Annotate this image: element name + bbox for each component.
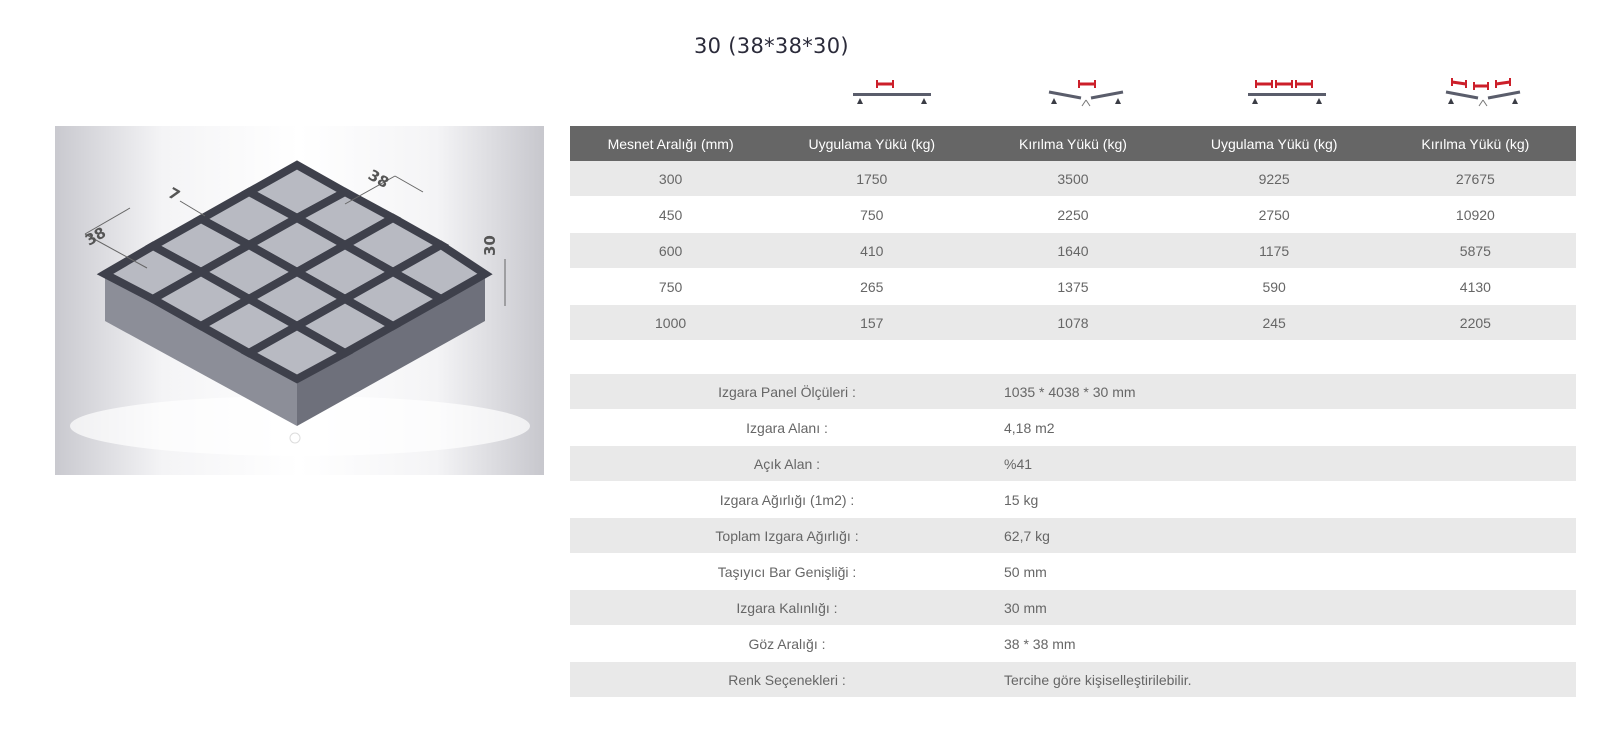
dimension-label: 38 [82, 223, 110, 250]
table-cell: 750 [570, 269, 771, 305]
spec-label: Izgara Panel Ölçüleri : [570, 374, 1004, 410]
spec-row [570, 374, 1576, 410]
spec-value: %41 [1004, 446, 1576, 482]
spec-value: 62,7 kg [1004, 518, 1576, 554]
table-cell: 1000 [570, 305, 771, 341]
spec-row [570, 590, 1576, 626]
table-cell: 265 [771, 269, 972, 305]
table-cell: 1175 [1174, 233, 1375, 269]
single-load-uniform-icon [847, 76, 937, 110]
table-cell: 2205 [1375, 305, 1576, 341]
table-row [570, 197, 1576, 233]
table-cell: 1375 [972, 269, 1173, 305]
table-cell: 157 [771, 305, 972, 341]
spec-row [570, 554, 1576, 590]
spec-label: Taşıyıcı Bar Genişliği : [570, 554, 1004, 590]
spec-value: 30 mm [1004, 590, 1576, 626]
table-header-row [570, 126, 1576, 161]
spec-row [570, 626, 1576, 662]
spec-label: Izgara Kalınlığı : [570, 590, 1004, 626]
specifications-table [570, 374, 1576, 698]
spec-label: Izgara Alanı : [570, 410, 1004, 446]
table-cell: 410 [771, 233, 972, 269]
dimension-label: 30 [481, 235, 499, 256]
product-title: 30 (38*38*30) [694, 34, 849, 58]
table-row [570, 161, 1576, 197]
grating-illustration [55, 126, 544, 475]
spec-value: 1035 * 4038 * 30 mm [1004, 374, 1576, 410]
spec-row [570, 482, 1576, 518]
spec-label: Izgara Ağırlığı (1m2) : [570, 482, 1004, 518]
grating-product-image [55, 126, 544, 475]
spec-row [570, 662, 1576, 698]
spec-label: Renk Seçenekleri : [570, 662, 1004, 698]
spec-value: 50 mm [1004, 554, 1576, 590]
spec-row [570, 446, 1576, 482]
table-cell: 1750 [771, 161, 972, 197]
spec-row [570, 410, 1576, 446]
column-header: Mesnet Aralığı (mm) [570, 126, 771, 161]
table-cell: 450 [570, 197, 771, 233]
dimension-label: 7 [165, 183, 184, 205]
column-header: Kırılma Yükü (kg) [972, 126, 1173, 161]
table-row [570, 269, 1576, 305]
table-cell: 5875 [1375, 233, 1576, 269]
table-cell: 1640 [972, 233, 1173, 269]
distributed-load-breaking-icon [1438, 76, 1528, 110]
spec-row [570, 518, 1576, 554]
table-cell: 300 [570, 161, 771, 197]
column-header: Kırılma Yükü (kg) [1375, 126, 1576, 161]
table-cell: 600 [570, 233, 771, 269]
table-row [570, 233, 1576, 269]
table-row [570, 305, 1576, 341]
spec-label: Açık Alan : [570, 446, 1004, 482]
dimension-label: 38 [365, 165, 393, 192]
column-header: Uygulama Yükü (kg) [1174, 126, 1375, 161]
table-cell: 4130 [1375, 269, 1576, 305]
spec-label: Toplam Izgara Ağırlığı : [570, 518, 1004, 554]
load-capacity-table [570, 126, 1576, 341]
table-cell: 750 [771, 197, 972, 233]
table-cell: 9225 [1174, 161, 1375, 197]
table-cell: 3500 [972, 161, 1173, 197]
single-load-breaking-icon [1041, 76, 1131, 110]
distributed-load-uniform-icon [1242, 76, 1332, 110]
spec-value: 38 * 38 mm [1004, 626, 1576, 662]
table-cell: 245 [1174, 305, 1375, 341]
table-cell: 1078 [972, 305, 1173, 341]
table-cell: 2250 [972, 197, 1173, 233]
spec-value: Tercihe göre kişiselleştirilebilir. [1004, 662, 1576, 698]
table-cell: 590 [1174, 269, 1375, 305]
table-cell: 2750 [1174, 197, 1375, 233]
spec-value: 4,18 m2 [1004, 410, 1576, 446]
spec-value: 15 kg [1004, 482, 1576, 518]
table-cell: 27675 [1375, 161, 1576, 197]
spec-label: Göz Aralığı : [570, 626, 1004, 662]
load-icons-row [570, 76, 1576, 112]
table-cell: 10920 [1375, 197, 1576, 233]
column-header: Uygulama Yükü (kg) [771, 126, 972, 161]
